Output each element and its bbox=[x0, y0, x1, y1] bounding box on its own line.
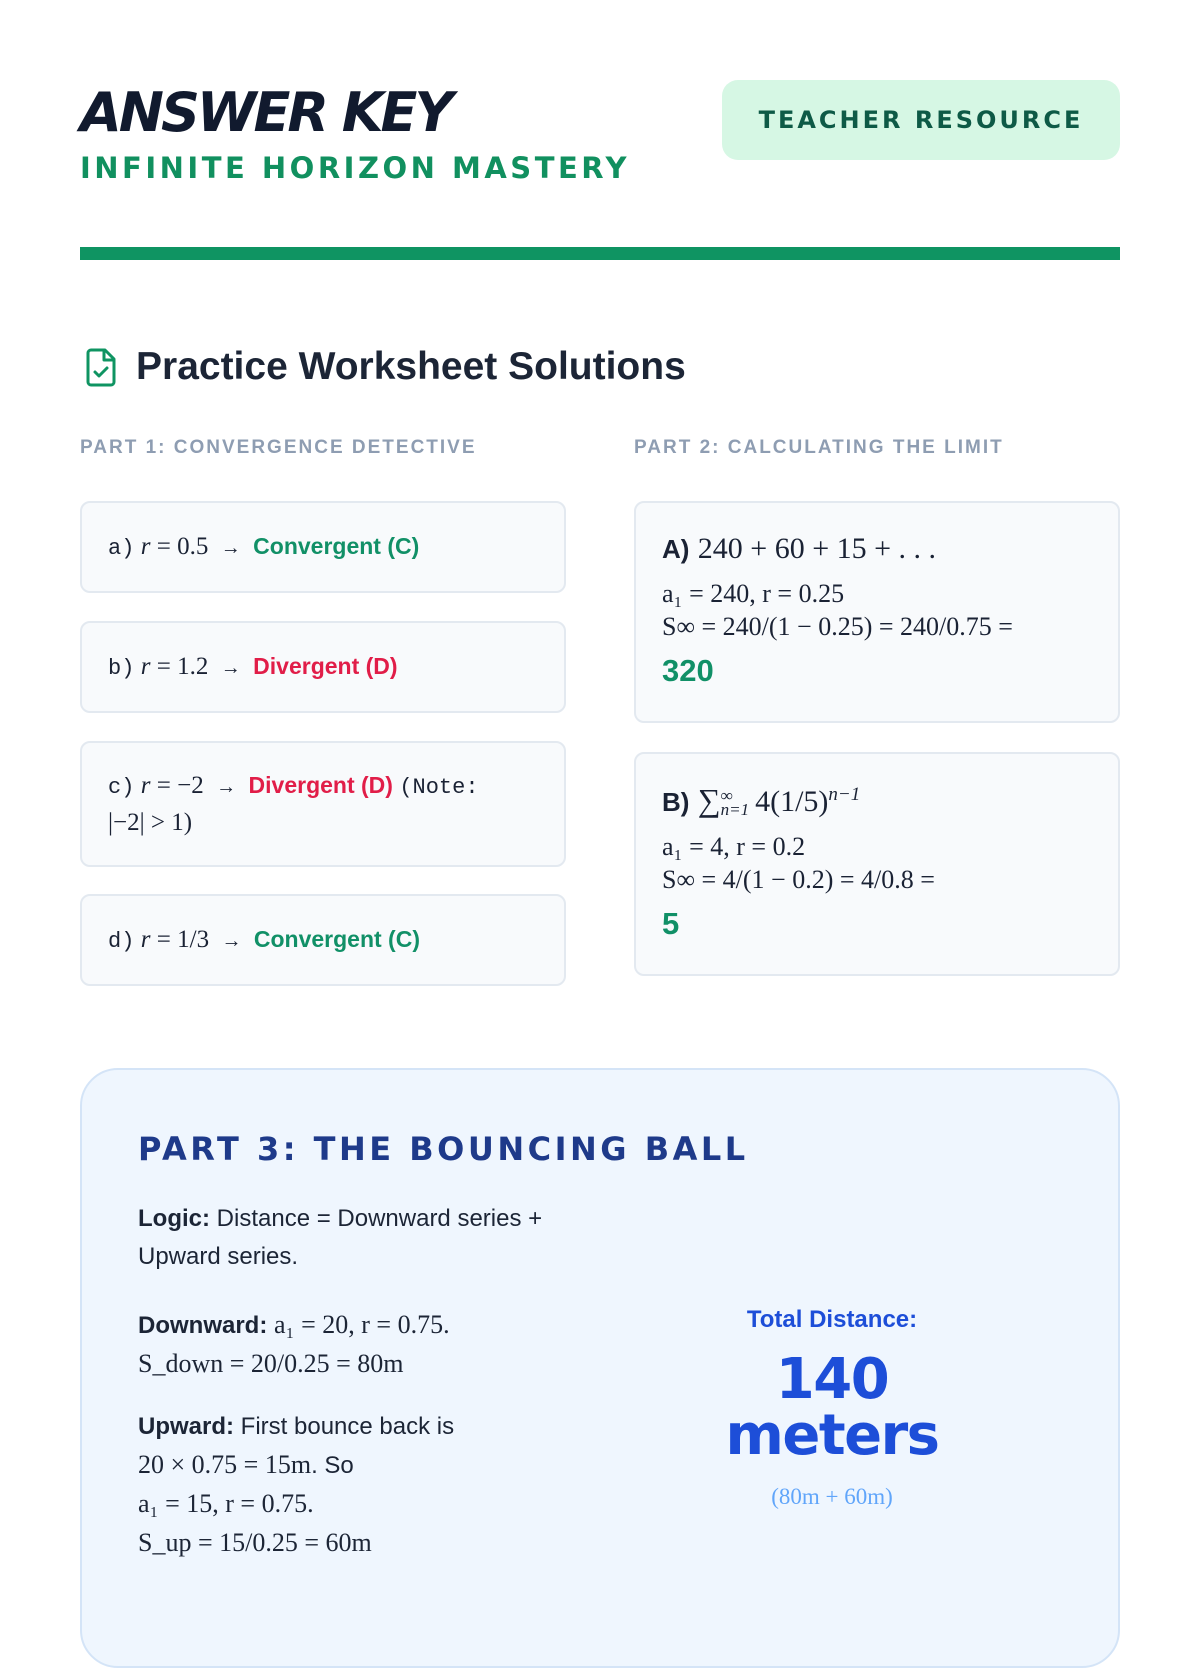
page-subtitle: INFINITE HORIZON MASTERY bbox=[80, 151, 631, 185]
item-label: a) bbox=[108, 535, 135, 561]
total-note: (80m + 60m) bbox=[771, 1484, 893, 1509]
section-heading bbox=[84, 345, 686, 389]
result-convergent: Convergent (C) bbox=[253, 532, 420, 559]
first-term-ratio: a₁ = 240, r = 0.25 bbox=[662, 579, 845, 608]
arrow-icon: → bbox=[216, 776, 237, 798]
item-label: B) bbox=[662, 787, 690, 817]
part1-answer-a: a) r = 0.5 → Convergent (C) bbox=[80, 501, 566, 593]
series-expression: 240 + 60 + 15 + . . . bbox=[697, 532, 937, 565]
downward-paragraph bbox=[138, 1306, 558, 1384]
downward-sum: S_down = 20/0.25 = 80m bbox=[138, 1349, 404, 1378]
upward-terms: a₁ = 15, r = 0.75. bbox=[138, 1489, 314, 1518]
teacher-resource-badge: TEACHER RESOURCE bbox=[722, 80, 1120, 160]
total-value: 140 meters bbox=[725, 1347, 939, 1468]
item-label: c) bbox=[108, 775, 135, 800]
part2-heading: PART 2: CALCULATING THE LIMIT bbox=[634, 437, 1004, 458]
page-title: ANSWER KEY bbox=[80, 81, 451, 144]
section-title: Practice Worksheet Solutions bbox=[136, 345, 686, 388]
series-expression: 4(1/5) bbox=[755, 785, 829, 818]
part2-answer-b bbox=[634, 752, 1120, 976]
total-label: Total Distance: bbox=[746, 1306, 918, 1333]
sum-lower-limit: n=1 bbox=[720, 800, 750, 820]
series-b-heading bbox=[662, 780, 1092, 822]
first-term-ratio: a₁ = 4, r = 0.2 bbox=[662, 832, 806, 861]
upward-sum: S_up = 15/0.25 = 60m bbox=[138, 1528, 372, 1557]
item-label: A) bbox=[662, 534, 690, 564]
ratio-value: 1.2 bbox=[177, 652, 209, 680]
logic-paragraph bbox=[138, 1200, 578, 1276]
part1-heading: PART 1: CONVERGENCE DETECTIVE bbox=[80, 437, 477, 458]
logic-label: Logic: bbox=[138, 1205, 210, 1232]
upward-text: First bounce back is bbox=[240, 1413, 455, 1440]
note-prefix: (Note: bbox=[399, 775, 479, 800]
file-check-icon bbox=[84, 347, 118, 387]
part3-panel bbox=[80, 1068, 1120, 1668]
sum-formula: S∞ = 4/(1 − 0.2) = 4/0.8 = bbox=[662, 865, 935, 894]
part1-answer-d: d) r = 1/3 → Convergent (C) bbox=[80, 894, 566, 986]
logic-text: Distance = Downward series + Upward series. bbox=[138, 1205, 543, 1270]
sum-result: 5 bbox=[662, 906, 680, 941]
ratio-value: 1/3 bbox=[177, 925, 210, 953]
series-exponent: n−1 bbox=[828, 784, 861, 805]
part3-heading: PART 3: THE BOUNCING BALL bbox=[138, 1130, 749, 1168]
sum-formula: S∞ = 240/(1 − 0.25) = 240/0.75 = bbox=[662, 612, 1013, 641]
sigma-icon: ∑ bbox=[697, 782, 721, 818]
arrow-icon: → bbox=[220, 536, 241, 559]
downward-terms: a₁ = 20, r = 0.75. bbox=[274, 1310, 450, 1339]
ratio-value: −2 bbox=[177, 772, 204, 799]
upward-text-so: . So bbox=[311, 1452, 354, 1479]
result-convergent: Convergent (C) bbox=[253, 925, 420, 952]
part1-answer-b: b) r = 1.2 → Divergent (D) bbox=[80, 621, 566, 713]
note-text: |−2| > 1) bbox=[108, 809, 193, 836]
ratio-value: 0.5 bbox=[177, 532, 209, 560]
series-a-heading bbox=[662, 529, 1092, 569]
sum-upper-limit: ∞ bbox=[720, 786, 733, 806]
total-distance bbox=[662, 1306, 1002, 1510]
result-divergent: Divergent (D) bbox=[248, 772, 393, 798]
arrow-icon: → bbox=[221, 929, 242, 952]
part1-answer-c: c) r = −2 → Divergent (D) (Note: |−2| > 1) bbox=[80, 741, 566, 867]
header-divider bbox=[80, 247, 1120, 260]
arrow-icon: → bbox=[220, 656, 241, 679]
part2-answer-a bbox=[634, 501, 1120, 723]
item-label: b) bbox=[108, 655, 135, 681]
first-bounce-calc: 20 × 0.75 = 15m bbox=[138, 1450, 312, 1479]
upward-label: Upward: bbox=[138, 1413, 234, 1440]
upward-paragraph bbox=[138, 1408, 558, 1563]
sum-result: 320 bbox=[662, 653, 714, 688]
downward-label: Downward: bbox=[138, 1312, 268, 1339]
result-divergent: Divergent (D) bbox=[253, 652, 398, 679]
item-label: d) bbox=[108, 928, 135, 954]
